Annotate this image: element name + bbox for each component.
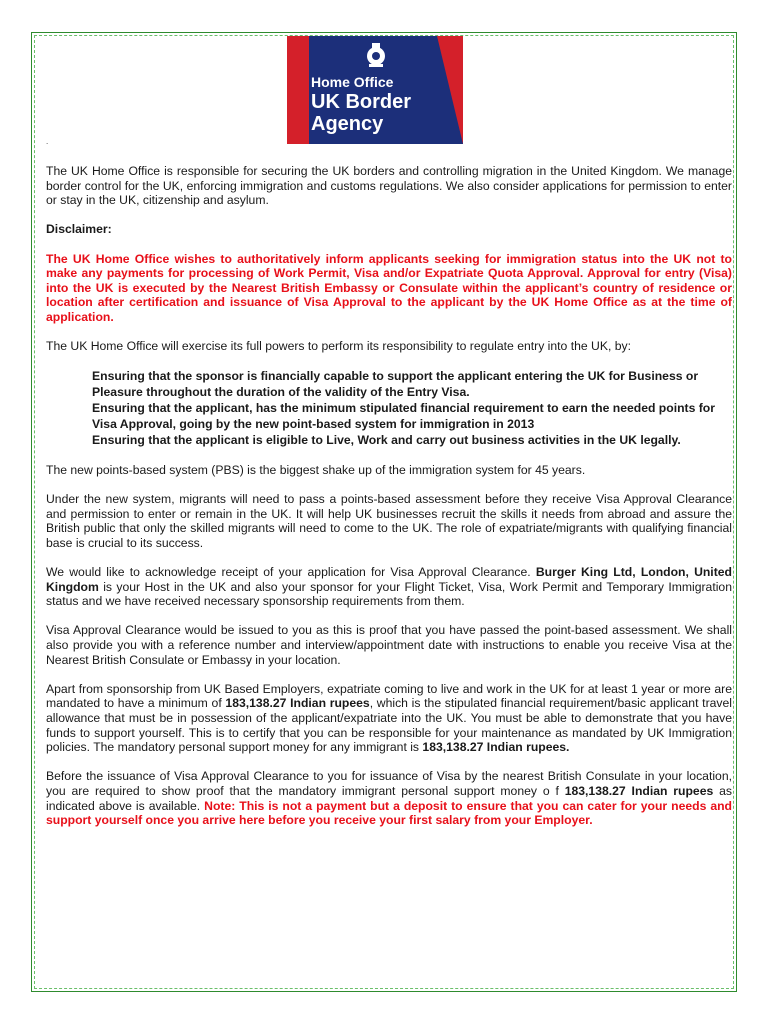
disclaimer-heading: Disclaimer: [46, 222, 112, 237]
letter-body [46, 164, 732, 842]
list-item: Ensuring that the sponsor is financially capable to support the applicant entering the UK for Business or Pleasure throughout the duration of the validity of the Entry Visa. [92, 369, 699, 400]
pbs-paragraph: The new points-based system (PBS) is the biggest shake up of the immigration system for 45 years. [46, 462, 586, 477]
responsibility-list [92, 368, 732, 448]
amount-1: 183,138.27 Indian rupees [225, 696, 370, 711]
sponsor-name: Burger King Ltd, London, United Kingdom [46, 565, 732, 594]
disclaimer-text: The UK Home Office wishes to authoritatively inform applicants seeking for immigration status into the UK not to make any payments for processing of Work Permit, Visa and/or Expatriate Quota Approval. Approval for entry (Visa) into the UK is executed by the Nearest British Embassy or Consulate within the applicant’s country of residence or location after certification and issuance of Visa Approval to the applicant by the UK Home Office as at the time of application. [46, 251, 732, 324]
new-system-paragraph: Under the new system, migrants will need to pass a points-based assessment before they receive Visa Approval Clearance and permission to enter or remain in the UK. It will help UK businesses recruit the skills it needs from abroad and assure the British public that only the skilled migrants will need to come to the UK. The role of expatriate/migrants with qualifying financial base is crucial to its success. [46, 492, 732, 550]
deposit-note: Note: This is not a payment but a deposit to ensure that you can cater for your needs and support yourself once you arrive here before you receive your first salary from your Employer. [46, 798, 732, 828]
logo-home-office: Home Office [311, 74, 394, 90]
acknowledgement-paragraph [46, 565, 732, 609]
powers-paragraph: The UK Home Office will exercise its full powers to perform its responsibility to regulate entry into the UK, by: [46, 339, 632, 354]
logo-red-stripe [287, 36, 309, 144]
sponsorship-text-cont: , which is the stipulated financial requirement/basic applicant travel allowance that must be in possession of the applicant/expatriate into the UK. You must be able to demonstrate that you have funds to support yourself. This is to certify that you can be responsible for your maintenance as mandated by UK Immigration policies. The mandatory personal support money for any immigrant is [46, 696, 732, 755]
final-text-cont: as indicated above is available. [46, 783, 732, 813]
stray-mark: . [46, 137, 49, 146]
final-text: Before the issuance of Visa Approval Clearance to you for issuance of Visa by the nearest British Consulate in your location, you are required to show proof that the mandatory immigrant personal support money o f [46, 769, 732, 798]
list-item: Ensuring that the applicant, has the minimum stipulated financial requirement to earn the needed points for Visa Approval, going by the new point-based system for immigration in 2013 [92, 401, 715, 432]
sponsorship-text: Apart from sponsorship from UK Based Employers, expatriate coming to live and work in the UK for at least 1 year or more are mandated to have a minimum of [46, 681, 732, 711]
list-item: Ensuring that the applicant is eligible to Live, Work and carry out business activities in the UK legally. [92, 433, 681, 448]
ack-text-cont: is your Host in the UK and also your sponsor for your Flight Ticket, Visa, Work Permit and Temporary Immigration status and we have received necessary sponsorship requirements from them. [46, 579, 732, 609]
intro-paragraph: The UK Home Office is responsible for securing the UK borders and controlling migration in the United Kingdom. We manage border control for the UK, enforcing immigration and customs regulations. We also consider applications for permission to enter or stay in the UK, citizenship and asylum. [46, 164, 732, 208]
clearance-paragraph: Visa Approval Clearance would be issued to you as this is proof that you have passed the point-based assessment. We shall also provide you with a reference number and interview/appointment date with instructions to enable you receive Visa at the Nearest British Consulate or Embassy in your location. [46, 623, 732, 667]
sponsorship-paragraph [46, 682, 732, 755]
uk-border-agency-logo [287, 36, 463, 144]
royal-crest-icon [361, 40, 391, 70]
logo-red-wedge [437, 36, 463, 144]
amount-3: 183,138.27 Indian rupees [564, 783, 714, 798]
final-paragraph [46, 769, 732, 827]
logo-agency: Agency [311, 113, 384, 135]
logo-uk-border: UK Border [311, 91, 412, 113]
amount-2: 183,138.27 Indian rupees. [422, 740, 570, 755]
ack-text: We would like to acknowledge receipt of your application for Visa Approval Clearance. [46, 565, 536, 580]
